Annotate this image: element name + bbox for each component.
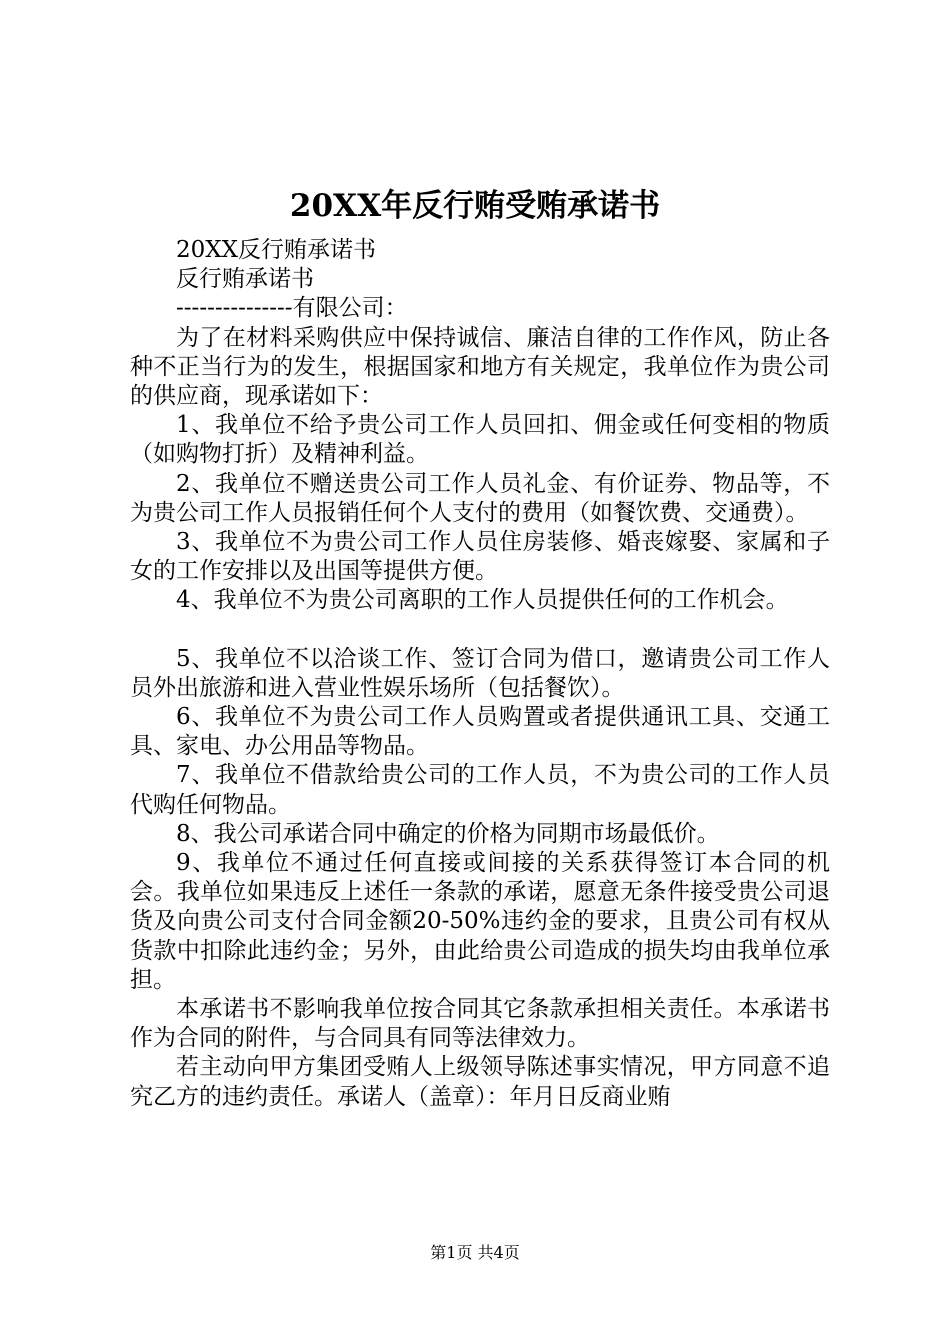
document-title: 20XX年反行贿受贿承诺书 — [289, 188, 661, 224]
subheading: 20XX反行贿承诺书 — [176, 237, 377, 263]
subheading: 反行贿承诺书 — [176, 266, 314, 293]
clause-item: 9、我单位不通过任何直接或间接的关系获得签订本合同的机会。我单位如果违反上述任一条款的承诺，愿意无条件接受贵公司退货及向贵公司支付合同金额20-50%违约金的要求，且贵公司有权从货款中扣除此违约金；另外，由此给贵公司造成的损失均由我单位承担。 — [130, 850, 830, 993]
paragraph: 本承诺书不影响我单位按合同其它条款承担相关责任。本承诺书作为合同的附件，与合同具有同等法律效力。 — [130, 996, 830, 1052]
document-body — [130, 236, 830, 1112]
clause-item: 2、我单位不赠送贵公司工作人员礼金、有价证券、物品等，不为贵公司工作人员报销任何个人支付的费用（如餐饮费、交通费）。 — [130, 470, 830, 526]
addressee-line: ---------------有限公司： — [176, 295, 408, 322]
clause-item: 1、我单位不给予贵公司工作人员回扣、佣金或任何变相的物质（如购物打折）及精神利益。 — [130, 412, 830, 468]
clause-item: 4、我单位不为贵公司离职的工作人员提供任何的工作机会。 — [176, 587, 789, 614]
clause-item: 6、我单位不为贵公司工作人员购置或者提供通讯工具、交通工具、家电、办公用品等物品。 — [130, 704, 830, 760]
page-footer: 第1页 共4页 — [430, 1243, 520, 1262]
clause-item: 7、我单位不借款给贵公司的工作人员，不为贵公司的工作人员代购任何物品。 — [130, 762, 830, 818]
clause-item: 3、我单位不为贵公司工作人员住房装修、婚丧嫁娶、家属和子女的工作安排以及出国等提供方便。 — [130, 529, 830, 585]
paragraph: 为了在材料采购供应中保持诚信、廉洁自律的工作作风，防止各种不正当行为的发生，根据国家和地方有关规定，我单位作为贵公司的供应商，现承诺如下： — [130, 324, 830, 410]
paragraph: 若主动向甲方集团受贿人上级领导陈述事实情况，甲方同意不追究乙方的违约责任。承诺人（盖章）：年月日反商业贿 — [130, 1054, 830, 1110]
clause-item: 8、我公司承诺合同中确定的价格为同期市场最低价。 — [176, 820, 720, 847]
clause-item: 5、我单位不以洽谈工作、签订合同为借口，邀请贵公司工作人员外出旅游和进入营业性娱乐场所（包括餐饮）。 — [130, 645, 830, 701]
paragraph-spacer — [130, 616, 830, 645]
